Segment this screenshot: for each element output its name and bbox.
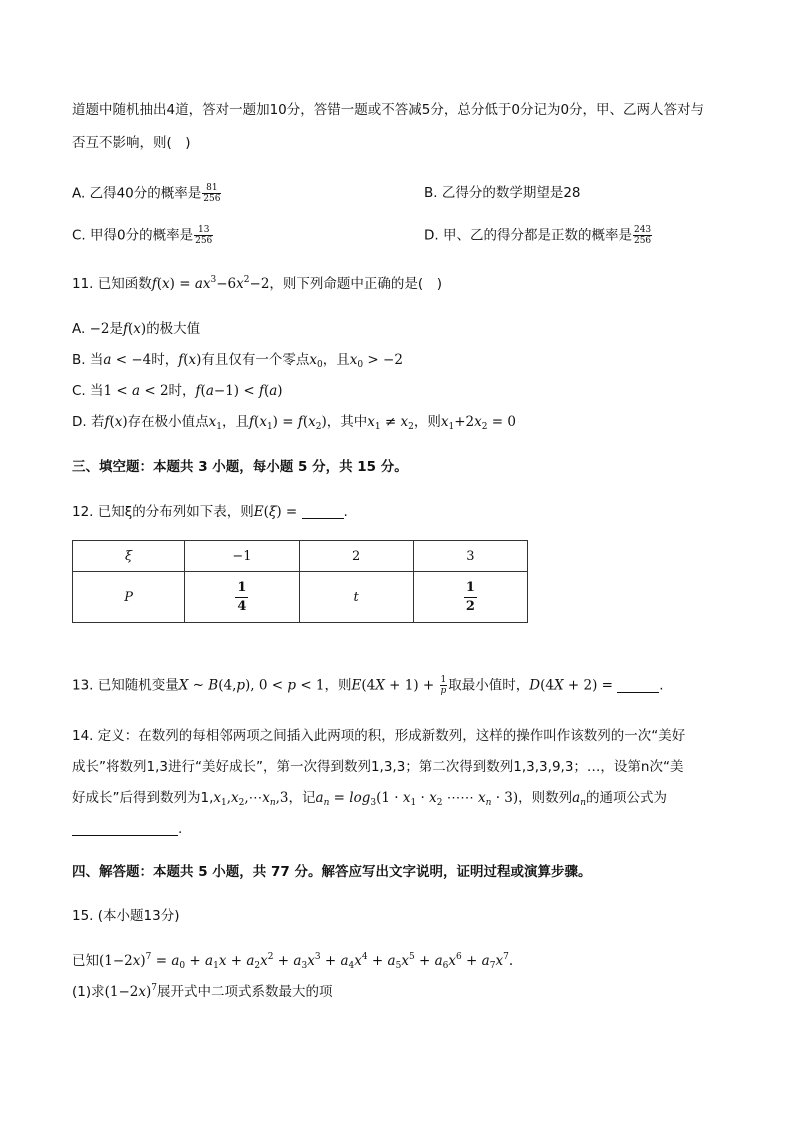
table-row: [73, 541, 528, 572]
table-header-cell: −1: [185, 541, 299, 572]
distribution-table: [72, 540, 528, 623]
q10-line-1: 道题中随机抽出4道，答对一题加10分，答错一题或不答减5分，总分低于0分记为0分，甲、乙两人答对与: [72, 102, 705, 118]
q11-stem: 11. 已知函数$f(x) = ax^3-6x^2-2$，则下列命题中正确的是( ): [72, 275, 442, 292]
q15-given: 已知$(1-2x)^7 = a_0 + a_1x + a_2x^2 + a_3x^3 + a_4x^4 + a_5x^5 + a_6x^6 + a_7x^7$.: [72, 952, 514, 971]
fraction: $\frac{81}{256}$: [203, 183, 221, 204]
table-row: [73, 572, 528, 623]
q14-line-2: 成长”将数列1,3进行“美好成长”，第一次得到数列1,3,3；第二次得到数列1,3,3,9,3；…，设第n次“美: [72, 759, 684, 775]
q15-title: 15. (本小题13分): [72, 908, 180, 924]
table-header-cell: 3: [413, 541, 527, 572]
table-header-cell: ξ: [73, 541, 185, 572]
fraction: $\frac{1}{2}$: [465, 579, 475, 614]
section-3-heading: 三、填空题：本题共 3 小题，每小题 5 分，共 15 分。: [72, 459, 408, 475]
table-cell: [413, 572, 527, 623]
q10-line-2: 否互不影响，则( ): [72, 135, 191, 151]
answer-blank: [302, 504, 344, 519]
q10-option-a-text: A. 乙得40分的概率是: [72, 185, 202, 202]
table-header-cell: 2: [299, 541, 413, 572]
q10-option-a: [72, 183, 581, 204]
q12-stem: 12. 已知ξ的分布列如下表，则E(ξ) = .: [72, 504, 348, 520]
q14-line-3: 好成长”后得到数列为$1,x_1,x_2,\cdots x_n,3$，记$a_n = \log_3(1 \cdot x_1 \cdot x_2$ ⋯⋯ $x_n \cdot 3$)，则数列$a_n$的通项公式为: [72, 790, 668, 808]
q11-option-d: D. 若f(x)存在极小值点$x_1$，且$f(x_1) = f(x_2)$，其中$x_1 \ne x_2$，则$x_1+2x_2 = 0$: [72, 414, 516, 432]
q10-option-d: D. 甲、乙的得分都是正数的概率是 $\frac{243}{256}$: [424, 225, 652, 246]
table-cell: [185, 572, 299, 623]
q11-option-a: A. −2是f(x)的极大值: [72, 321, 201, 337]
q14-line-1: 14. 定义：在数列的每相邻两项之间插入此两项的积，形成新数列，这样的操作叫作该数列的一次“美好: [72, 728, 686, 744]
fraction: $\frac{1}{4}$: [237, 579, 247, 614]
q15-sub-1: (1)求$(1-2x)^7$展开式中二项式系数最大的项: [72, 983, 333, 1000]
fraction: $\frac{243}{256}$: [633, 225, 652, 246]
q13-stem: 13. 已知随机变量X ~ B(4,p), 0 < p < 1，则E(4X + 1) + $\frac{1}{p}$ 取最小值时，D(4X + 2) = .: [72, 675, 664, 696]
answer-blank: [617, 678, 659, 693]
q11-option-c: C. 当1 < a < 2时，f(a−1) < f(a): [72, 383, 283, 399]
q14-line-4: .: [72, 819, 182, 839]
table-cell: t: [299, 572, 413, 623]
section-4-heading: 四、解答题：本题共 5 小题，共 77 分。解答应写出文字说明，证明过程或演算步骤。: [72, 864, 592, 880]
fraction: $\frac{1}{p}$: [440, 675, 447, 696]
answer-blank: [72, 821, 178, 836]
q10-option-c: [72, 225, 652, 246]
q10-option-b: B. 乙得分的数学期望是28: [424, 185, 581, 201]
fraction: $\frac{13}{256}$: [195, 225, 213, 246]
q10-option-c-text: C. 甲得0分的概率是: [72, 227, 194, 244]
table-cell: P: [73, 572, 185, 623]
q11-option-b: B. 当a < −4时，f(x)有且仅有一个零点$x_0$，且$x_0 > -2$: [72, 352, 403, 370]
